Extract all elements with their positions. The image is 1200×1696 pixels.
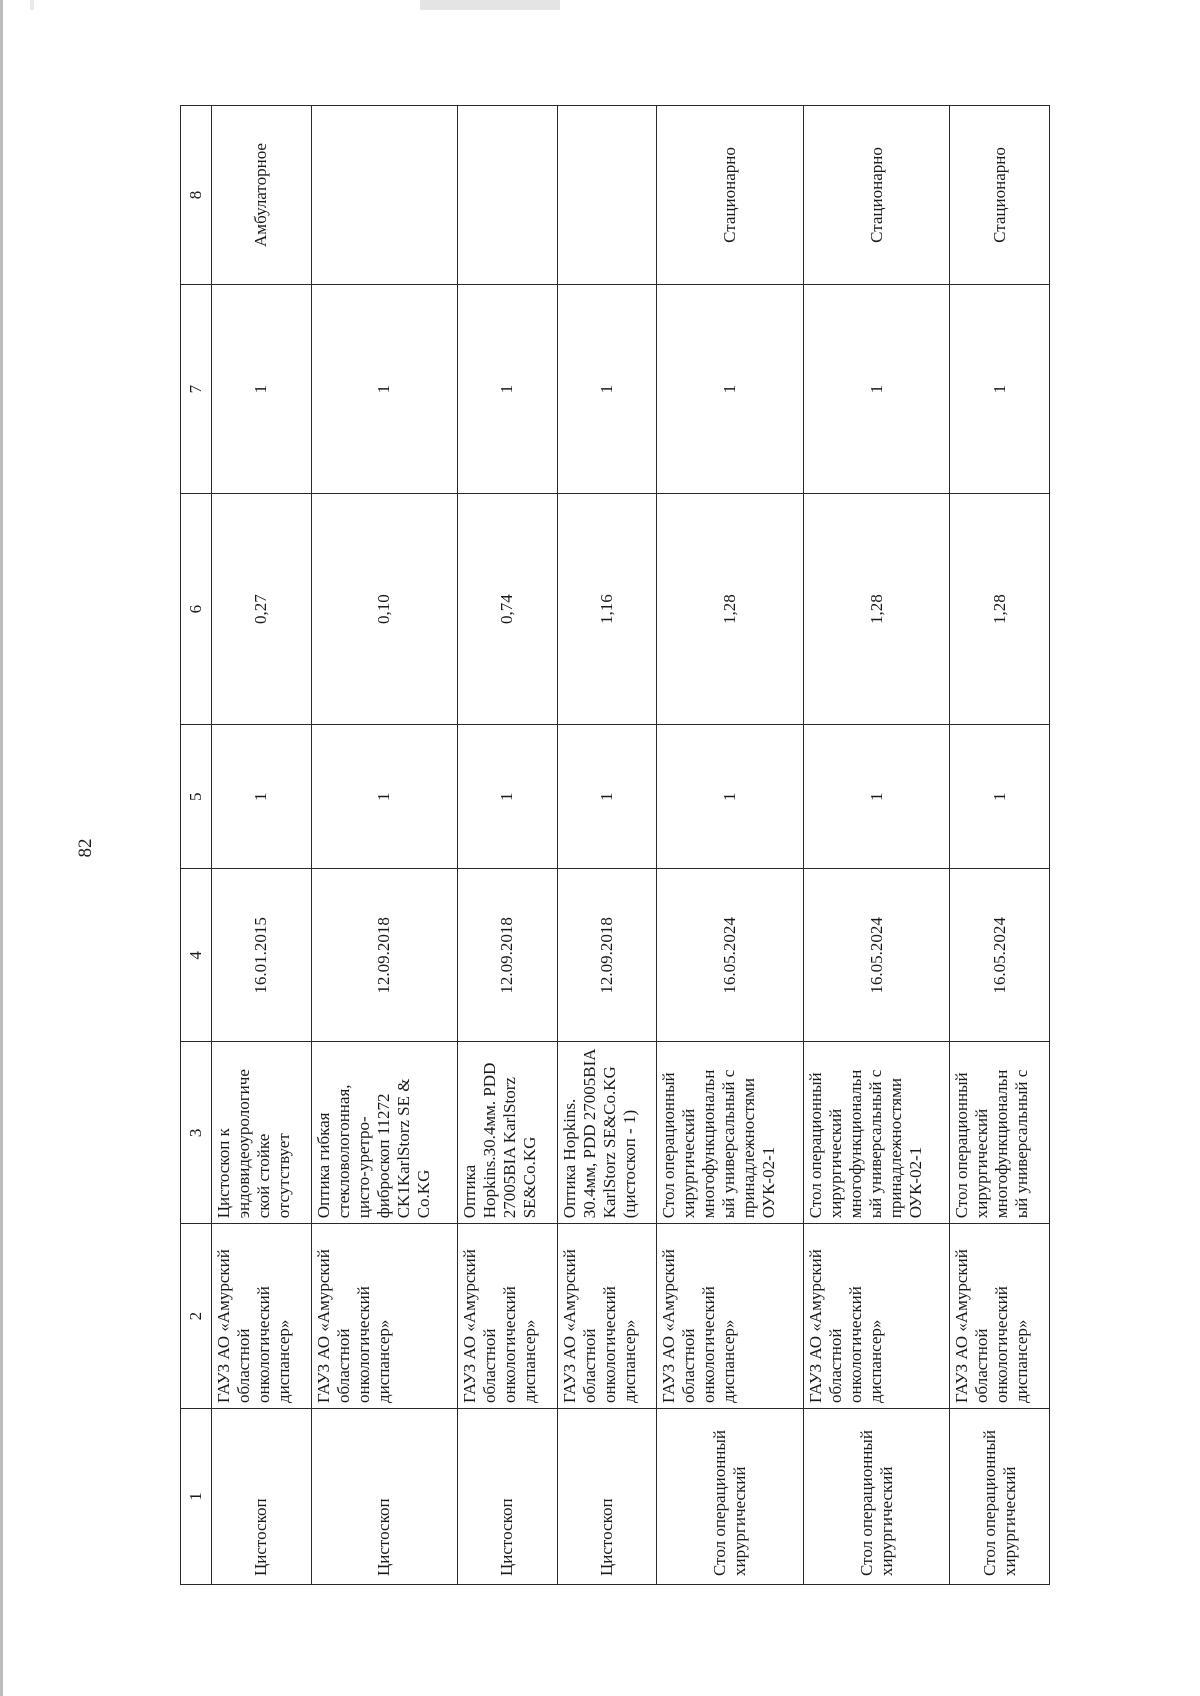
cell-date: 16.05.2024: [657, 869, 804, 1042]
cell-value: 1,16: [557, 494, 657, 725]
cell-model: Оптика гибкая стекловологонная, цисто-уретро-фиброскоп 11272 CK1KarlStorz SE & Co.KG: [311, 1042, 458, 1224]
cell-equipment-name: Цистоскоп: [458, 1408, 558, 1584]
table-row: [950, 106, 1050, 1585]
cell-mode: Стационарно: [950, 106, 1050, 285]
cell-value: 1,28: [803, 494, 950, 725]
cell-count: 1: [657, 725, 804, 869]
equipment-table: [180, 105, 1050, 1585]
cell-model: Оптика Hopkins.30.4мм. PDD 27005BIA KarlStorz SE&Co.KG: [458, 1042, 558, 1224]
cell-count: 1: [212, 725, 312, 869]
cell-value: 1,28: [950, 494, 1050, 725]
cell-model: Цистоскоп к эндовидеоурологиче ской стойке отсутствует: [212, 1042, 312, 1224]
cell-quantity: 1: [803, 284, 950, 493]
scan-artifact: [0, 0, 1200, 10]
cell-model: Стол операционный хирургический многофункциональн ый универсальный с принадлежностями ОУК-02-1: [803, 1042, 950, 1224]
cell-quantity: 1: [311, 284, 458, 493]
cell-organization: ГАУЗ АО «Амурский областной онкологический диспансер»: [803, 1224, 950, 1409]
cell-value: 0,10: [311, 494, 458, 725]
cell-equipment-name: Цистоскоп: [557, 1408, 657, 1584]
cell-count: 1: [950, 725, 1050, 869]
cell-mode: Амбулаторное: [212, 106, 312, 285]
cell-organization: ГАУЗ АО «Амурский областной онкологический диспансер»: [458, 1224, 558, 1409]
cell-organization: ГАУЗ АО «Амурский областной онкологический диспансер»: [950, 1224, 1050, 1409]
cell-model: Стол операционный хирургический многофункциональн ый универсальный с принадлежностями ОУК-02-1: [657, 1042, 804, 1224]
cell-equipment-name: Цистоскоп: [212, 1408, 312, 1584]
col-header-6: 6: [181, 494, 212, 725]
cell-organization: ГАУЗ АО «Амурский областной онкологический диспансер»: [311, 1224, 458, 1409]
cell-value: 0,74: [458, 494, 558, 725]
cell-date: 12.09.2018: [458, 869, 558, 1042]
cell-date: 12.09.2018: [311, 869, 458, 1042]
scan-edge: [0, 0, 3, 1696]
col-header-7: 7: [181, 284, 212, 493]
table-row: [557, 106, 657, 1585]
cell-value: 1,28: [657, 494, 804, 725]
cell-mode: [311, 106, 458, 285]
col-header-5: 5: [181, 725, 212, 869]
cell-count: 1: [458, 725, 558, 869]
col-header-2: 2: [181, 1224, 212, 1409]
table-row: [311, 106, 458, 1585]
cell-model: Оптика Hopkins. 30.4мм, PDD 27005BIA KarlStorz SE&Co.KG (цистоскоп - 1): [557, 1042, 657, 1224]
cell-value: 0,27: [212, 494, 312, 725]
cell-organization: ГАУЗ АО «Амурский областной онкологический диспансер»: [557, 1224, 657, 1409]
cell-mode: Стационарно: [657, 106, 804, 285]
table-row: [803, 106, 950, 1585]
cell-equipment-name: Стол операционный хирургический: [950, 1408, 1050, 1584]
cell-organization: ГАУЗ АО «Амурский областной онкологический диспансер»: [657, 1224, 804, 1409]
header-row: [181, 106, 212, 1585]
cell-equipment-name: Стол операционный хирургический: [657, 1408, 804, 1584]
cell-count: 1: [557, 725, 657, 869]
page-number: 82: [75, 838, 96, 858]
table-row: [212, 106, 312, 1585]
cell-model: Стол операционный хирургический многофункциональн ый универсальный с: [950, 1042, 1050, 1224]
col-header-3: 3: [181, 1042, 212, 1224]
cell-mode: Стационарно: [803, 106, 950, 285]
cell-date: 16.01.2015: [212, 869, 312, 1042]
rotated-table-container: [180, 105, 1050, 1585]
cell-date: 16.05.2024: [950, 869, 1050, 1042]
cell-quantity: 1: [657, 284, 804, 493]
cell-equipment-name: Цистоскоп: [311, 1408, 458, 1584]
cell-mode: [458, 106, 558, 285]
cell-quantity: 1: [458, 284, 558, 493]
cell-mode: [557, 106, 657, 285]
table-row: [657, 106, 804, 1585]
col-header-4: 4: [181, 869, 212, 1042]
table-row: [458, 106, 558, 1585]
cell-quantity: 1: [557, 284, 657, 493]
cell-equipment-name: Стол операционный хирургический: [803, 1408, 950, 1584]
cell-quantity: 1: [212, 284, 312, 493]
col-header-1: 1: [181, 1408, 212, 1584]
cell-count: 1: [311, 725, 458, 869]
cell-date: 12.09.2018: [557, 869, 657, 1042]
cell-quantity: 1: [950, 284, 1050, 493]
cell-date: 16.05.2024: [803, 869, 950, 1042]
cell-count: 1: [803, 725, 950, 869]
cell-organization: ГАУЗ АО «Амурский областной онкологический диспансер»: [212, 1224, 312, 1409]
col-header-8: 8: [181, 106, 212, 285]
